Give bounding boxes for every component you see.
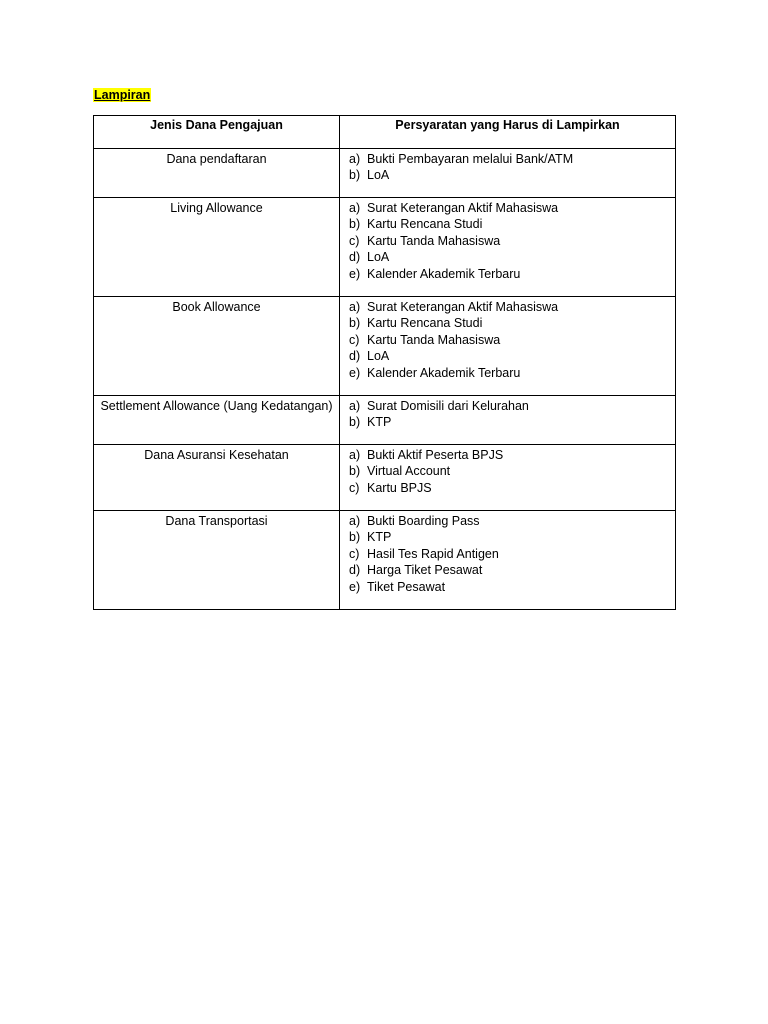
list-marker: c) [349, 233, 360, 248]
list-item-text: Surat Domisili dari Kelurahan [367, 399, 529, 413]
list-marker: c) [349, 546, 360, 561]
requirements-cell [340, 149, 676, 198]
requirements-list [346, 299, 669, 381]
list-item [349, 463, 669, 479]
list-item-text: KTP [367, 415, 392, 430]
list-item [349, 315, 669, 331]
list-marker: b) [349, 464, 361, 479]
list-item [349, 414, 669, 430]
list-item-text: Kalender Akademik Terbaru [367, 365, 521, 380]
requirements-cell [340, 445, 676, 511]
requirements-list [346, 200, 669, 282]
list-item-text: Harga Tiket Pesawat [367, 563, 483, 578]
list-item [349, 348, 669, 364]
list-item [349, 167, 669, 183]
fund-type-cell: Settlement Allowance (Uang Kedatangan) [94, 396, 340, 445]
list-item-text: Surat Keterangan Aktif Mahasiswa [367, 201, 559, 215]
list-marker: b) [349, 168, 361, 183]
list-item [349, 513, 669, 529]
list-marker: a) [349, 152, 361, 166]
list-item-text: LoA [367, 250, 390, 265]
page-heading [93, 87, 151, 103]
list-marker: a) [349, 399, 361, 413]
table-row [94, 445, 676, 511]
list-item [349, 562, 669, 578]
table-row [94, 297, 676, 396]
list-item-text: Kartu Rencana Studi [367, 217, 483, 232]
requirements-list [346, 398, 669, 431]
list-marker: d) [349, 563, 361, 578]
fund-type-cell: Book Allowance [94, 297, 340, 396]
list-marker: a) [349, 514, 361, 528]
fund-type-cell: Living Allowance [94, 198, 340, 297]
list-marker: a) [349, 448, 361, 462]
list-item [349, 579, 669, 595]
list-marker: b) [349, 415, 361, 430]
requirements-cell [340, 396, 676, 445]
table-row [94, 396, 676, 445]
fund-type-cell: Dana pendaftaran [94, 149, 340, 198]
list-item-text: Surat Keterangan Aktif Mahasiswa [367, 300, 559, 314]
list-item [349, 480, 669, 496]
table-header-row [94, 116, 676, 149]
list-marker: c) [349, 480, 360, 495]
list-item-text: Kartu BPJS [367, 480, 432, 495]
list-marker: b) [349, 316, 361, 331]
list-item-text: Kartu Tanda Mahasiswa [367, 332, 501, 347]
requirements-cell [340, 198, 676, 297]
list-marker: d) [349, 250, 361, 265]
requirements-list [346, 447, 669, 496]
list-item [349, 266, 669, 282]
list-item [349, 233, 669, 249]
table-row [94, 511, 676, 610]
list-marker: b) [349, 530, 361, 545]
header-fund-type: Jenis Dana Pengajuan [94, 116, 340, 149]
header-requirements: Persyaratan yang Harus di Lampirkan [340, 116, 676, 149]
requirements-cell [340, 511, 676, 610]
list-item [349, 249, 669, 265]
list-marker: a) [349, 300, 361, 314]
table-row [94, 149, 676, 198]
requirements-table [93, 115, 676, 610]
list-marker: e) [349, 266, 361, 281]
list-item-text: Bukti Boarding Pass [367, 514, 480, 528]
table-row [94, 198, 676, 297]
list-item [349, 216, 669, 232]
requirements-list [346, 513, 669, 595]
list-item [349, 151, 669, 167]
list-item-text: Bukti Aktif Peserta BPJS [367, 448, 504, 462]
list-item [349, 447, 669, 463]
list-item-text: KTP [367, 530, 392, 545]
fund-type-cell: Dana Asuransi Kesehatan [94, 445, 340, 511]
list-item-text: LoA [367, 349, 390, 364]
list-marker: b) [349, 217, 361, 232]
fund-type-cell: Dana Transportasi [94, 511, 340, 610]
list-item [349, 299, 669, 315]
list-marker: a) [349, 201, 361, 215]
list-item-text: LoA [367, 168, 390, 183]
list-item-text: Kalender Akademik Terbaru [367, 266, 521, 281]
list-item-text: Kartu Tanda Mahasiswa [367, 233, 501, 248]
list-item-text: Kartu Rencana Studi [367, 316, 483, 331]
list-marker: e) [349, 365, 361, 380]
list-item [349, 200, 669, 216]
requirements-list [346, 151, 669, 184]
list-item-text: Bukti Pembayaran melalui Bank/ATM [367, 152, 574, 166]
list-item-text: Hasil Tes Rapid Antigen [367, 546, 499, 561]
list-item [349, 546, 669, 562]
list-marker: e) [349, 579, 361, 594]
list-marker: d) [349, 349, 361, 364]
list-item-text: Virtual Account [367, 464, 451, 479]
requirements-cell [340, 297, 676, 396]
list-item [349, 332, 669, 348]
list-item [349, 365, 669, 381]
list-item [349, 398, 669, 414]
heading-highlight: Lampiran [94, 88, 151, 102]
list-item-text: Tiket Pesawat [367, 579, 446, 594]
list-item [349, 529, 669, 545]
list-marker: c) [349, 332, 360, 347]
